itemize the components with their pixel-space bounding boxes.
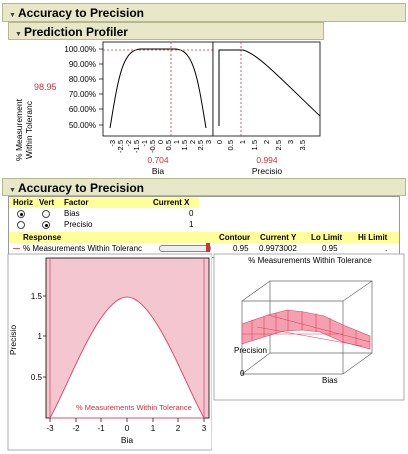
x-tick-label: -2 <box>72 424 80 433</box>
x-tick-label: 2 <box>188 140 197 145</box>
section-title: Accuracy to Precision <box>17 6 144 20</box>
surface-plot[interactable] <box>212 252 408 402</box>
prediction-profiler <box>0 40 408 180</box>
x-tick-label: 3 <box>286 140 295 145</box>
header-response: Response <box>23 233 62 242</box>
x-tick-label: -1 <box>97 424 105 433</box>
x-tick-label: 2 <box>262 140 271 145</box>
surface-title: % Measurements Within Tolerance <box>248 256 372 265</box>
y-tick-label: 50.00% <box>68 121 96 130</box>
header-contour: Contour <box>219 233 251 242</box>
contour-annotation: % Measurements Within Tolerance <box>76 403 192 412</box>
header-current-y: Current Y <box>260 233 297 242</box>
response-contour[interactable]: 0.95 <box>233 244 249 253</box>
subsection-title: Prediction Profiler <box>23 25 128 39</box>
x-tick-label: -3 <box>46 424 54 433</box>
disclosure-triangle-icon[interactable]: ▼ <box>9 187 16 194</box>
disclosure-triangle-icon[interactable]: ▼ <box>15 31 22 38</box>
response-name: % Measurements Within Toleranc <box>23 244 143 253</box>
profiler-current-precisio[interactable]: 0.994 <box>256 155 278 165</box>
factor-name-bias: Bias <box>64 209 80 218</box>
x-tick-label: 3 <box>201 424 207 433</box>
section-title-2: Accuracy to Precision <box>17 181 144 195</box>
x-tick-label: 1.5 <box>250 140 259 151</box>
x-tick-label: 0.5 <box>226 140 235 151</box>
contour-xlabel: Bia <box>120 435 134 445</box>
section-header-contour-profiler[interactable] <box>2 178 406 196</box>
x-tick-label: 1 <box>150 424 156 433</box>
horiz-radio-bias[interactable] <box>17 210 25 218</box>
x-tick-label: -1 <box>140 140 149 147</box>
x-tick-label: 3 <box>204 140 213 145</box>
header-lo-limit: Lo Limit <box>311 233 343 242</box>
x-tick-label: -2 <box>124 140 133 147</box>
vert-radio-precisio[interactable] <box>42 221 50 229</box>
current-x-bias[interactable]: 0 <box>189 209 194 218</box>
y-tick-label: 80.00% <box>68 75 96 84</box>
contour-ylabel: Precisio <box>8 324 18 356</box>
profiler-panel-precisio[interactable] <box>213 42 320 136</box>
factor-name-precisio: Precisio <box>64 220 93 229</box>
contour-slider[interactable] <box>159 245 211 252</box>
surface-label-zero: 0 <box>240 369 245 378</box>
current-x-precisio[interactable]: 1 <box>189 220 194 229</box>
x-tick-label: 0 <box>156 140 165 145</box>
y-tick-label: 70.00% <box>68 90 96 99</box>
y-tick-label: 1.5 <box>30 292 42 301</box>
y-tick-label: 90.00% <box>68 60 96 69</box>
header-horiz: Horiz <box>13 198 33 207</box>
profiler-current-y: 98.95 <box>34 82 57 92</box>
header-factor: Factor <box>64 198 89 207</box>
surface-label-x: Bias <box>322 376 338 385</box>
x-tick-label: -0.5 <box>148 140 157 153</box>
profiler-ylabel-line2: Within Toleranc <box>24 101 34 159</box>
x-tick-label: 2.5 <box>274 140 283 151</box>
x-tick-label: 0.5 <box>164 140 173 151</box>
x-tick-label: 3.5 <box>298 140 307 151</box>
horiz-radio-precisio[interactable] <box>17 221 25 229</box>
response-current-y: 0.9973002 <box>259 244 297 253</box>
header-hi-limit: Hi Limit <box>358 233 388 242</box>
profiler-x-ticks-bia <box>108 140 213 153</box>
section-header-accuracy-to-precision[interactable] <box>2 3 406 22</box>
x-tick-label: -2.5 <box>116 140 125 153</box>
x-tick-label: 1 <box>238 140 247 145</box>
profiler-xlabel-precisio: Precisio <box>251 166 283 176</box>
header-vert: Vert <box>39 198 55 207</box>
contour-slider-handle[interactable] <box>206 243 210 252</box>
response-color-swatch <box>13 248 20 249</box>
header-current-x: Current X <box>153 198 190 207</box>
profiler-ylabel-line1: % Measurement <box>14 99 24 161</box>
y-tick-label: 60.00% <box>68 105 96 114</box>
response-lo-limit[interactable]: 0.95 <box>322 244 338 253</box>
y-tick-label: 0.5 <box>30 373 42 382</box>
profiler-xlabel-bia: Bia <box>151 166 165 176</box>
profiler-x-ticks-precisio <box>215 140 307 150</box>
response-hi-limit[interactable]: . <box>385 244 388 253</box>
x-tick-label: 2 <box>175 424 181 433</box>
y-tick-label: 1 <box>37 332 42 341</box>
x-tick-label: -1.5 <box>132 140 141 153</box>
factor-table <box>8 196 400 258</box>
disclosure-triangle-icon[interactable]: ▼ <box>9 12 16 19</box>
y-tick-label: 100.00% <box>64 45 96 54</box>
contour-plot <box>0 252 212 452</box>
x-tick-label: 2.5 <box>196 140 205 151</box>
profiler-panel-bia[interactable] <box>103 42 213 136</box>
surface-label-y: Precision <box>234 346 267 355</box>
x-tick-label: 1.5 <box>180 140 189 151</box>
vert-radio-bias[interactable] <box>42 210 50 218</box>
profiler-y-ticks <box>64 45 96 130</box>
x-tick-label: 0 <box>124 424 130 433</box>
profiler-current-bia[interactable]: 0.704 <box>147 155 169 165</box>
subsection-header-prediction-profiler[interactable] <box>8 22 324 40</box>
x-tick-label: 0 <box>215 140 224 145</box>
x-tick-label: -3 <box>108 140 117 147</box>
x-tick-label: 1 <box>172 140 181 145</box>
